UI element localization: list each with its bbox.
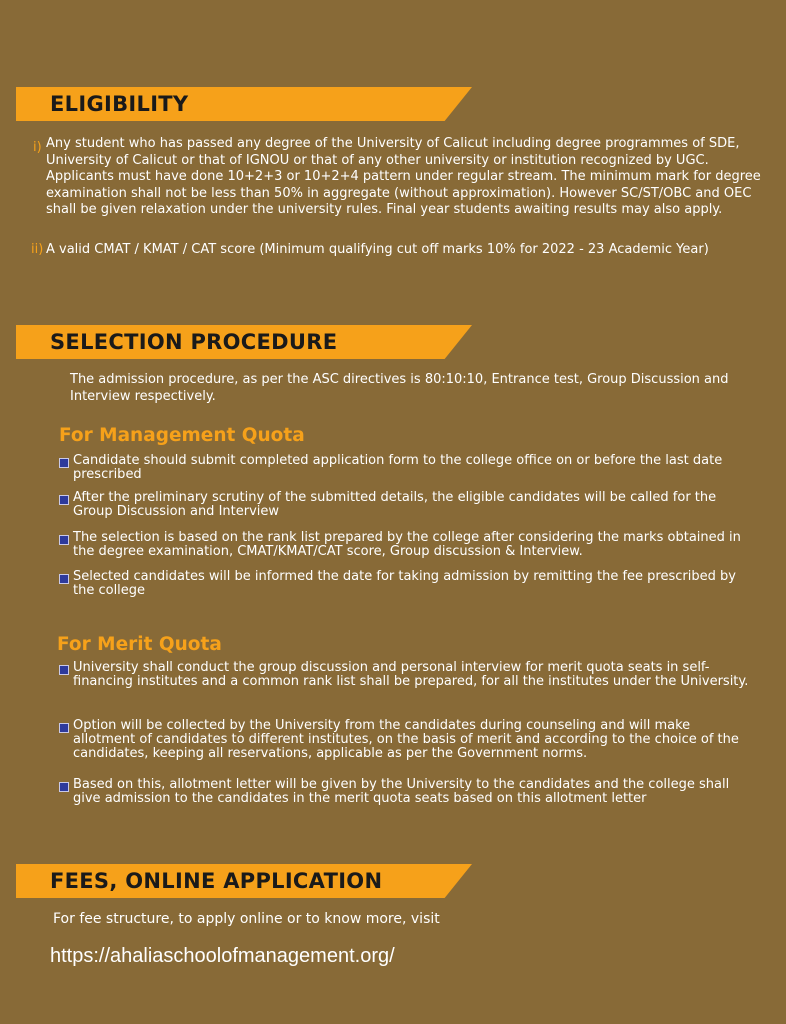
item-number: ii) [31, 242, 44, 257]
bullet-square-icon [59, 723, 69, 733]
management-quota-heading: For Management Quota [59, 425, 305, 446]
eligibility-item-1: Any student who has passed any degree of the University of Calicut including degree programmes of SDE, University of Calicut or that of IGNOU or that of any other university or institution recognized by UGC. Applicants must have done 10+2+3 or 10+2+4 pattern under regular stream. The minimum mark for degree examination shall not be less than 50% in aggregate (without approximation). However SC/ST/OBC and OEC shall be given relaxation under the university rules. Final year students awaiting results may also apply. [46, 136, 761, 217]
fees-text: For fee structure, to apply online or to know more, visit [53, 911, 440, 927]
fees-title: FEES, ONLINE APPLICATION [50, 869, 383, 893]
merit-quota-heading: For Merit Quota [57, 634, 222, 655]
bullet-square-icon [59, 495, 69, 505]
eligibility-item-2: A valid CMAT / KMAT / CAT score (Minimum qualifying cut off marks 10% for 2022 - 23 Academic Year) [46, 242, 709, 257]
selection-intro: The admission procedure, as per the ASC directives is 80:10:10, Entrance test, Group Discussion and Interview respectively. [70, 372, 729, 404]
bullet-square-icon [59, 535, 69, 545]
bullet-square-icon [59, 665, 69, 675]
bullet-square-icon [59, 782, 69, 792]
item-number: i) [33, 140, 42, 155]
bullet-square-icon [59, 458, 69, 468]
bullet-square-icon [59, 574, 69, 584]
website-link[interactable]: https://ahaliaschoolofmanagement.org/ [50, 945, 395, 967]
eligibility-title: ELIGIBILITY [50, 92, 189, 116]
selection-title: SELECTION PROCEDURE [50, 330, 338, 354]
